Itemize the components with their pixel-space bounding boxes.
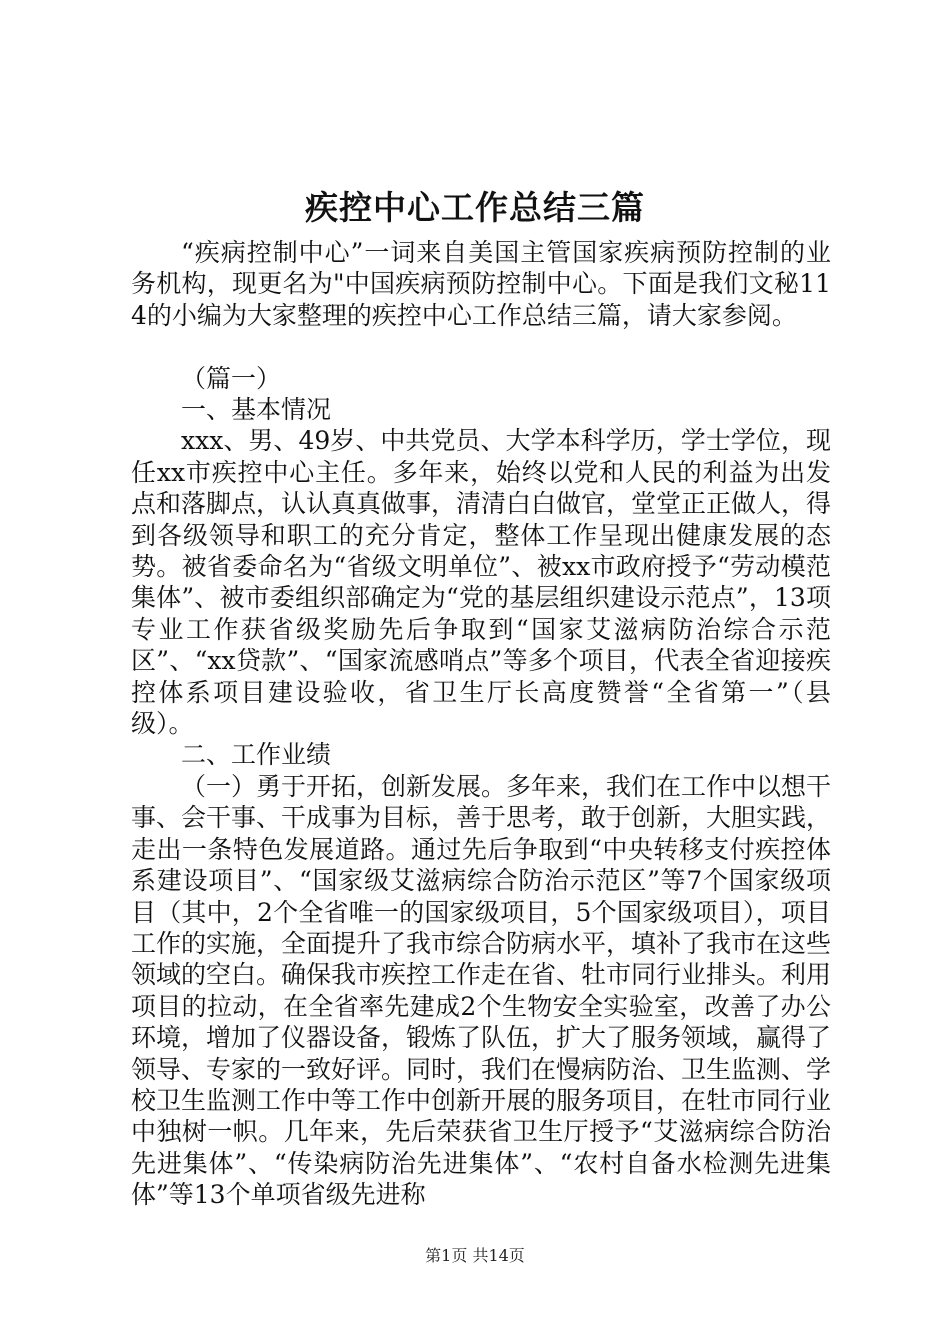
blank-line [131, 331, 831, 362]
basic-info-paragraph: xxx、男、49岁、中共党员、大学本科学历，学士学位，现任xx市疾控中心主任。多年来，始终以党和人民的利益为出发点和落脚点，认认真真做事，清清白白做官，堂堂正正做人，得到各级领导和职工的充分肯定，整体工作呈现出健康发展的态势。被省委命名为“省级文明单位”、被xx市政府授予“劳动模范集体”、被市委组织部确定为“党的基层组织建设示范点”，13项专业工作获省级奖励先后争取到“国家艾滋病防治综合示范区”、“xx贷款”、“国家流感哨点”等多个项目，代表全省迎接疾控体系项目建设验收，省卫生厅长高度赞誉“全省第一”（县级）。 [131, 426, 832, 739]
document-title: 疾控中心工作总结三篇 [305, 188, 645, 227]
document-body [131, 237, 831, 1211]
section-label-part-one: （篇一） [181, 363, 282, 393]
heading-work-achievements: 二、工作业绩 [181, 740, 332, 770]
achievements-paragraph: （一）勇于开拓，创新发展。多年来，我们在工作中以想干事、会干事、干成事为目标，善于思考，敢于创新，大胆实践，走出一条特色发展道路。通过先后争取到“中央转移支付疾控体系建设项目”、“国家级艾滋病综合防治示范区”等7个国家级项目（其中，2个全省唯一的国家级项目，5个国家级项目），项目工作的实施，全面提升了我市综合防病水平，填补了我市在这些领域的空白。确保我市疾控工作走在省、牡市同行业排头。利用项目的拉动，在全省率先建成2个生物安全实验室，改善了办公环境，增加了仪器设备，锻炼了队伍，扩大了服务领域，赢得了领导、专家的一致好评。同时，我们在慢病防治、卫生监测、学校卫生监测工作中等工作中创新开展的服务项目，在牡市同行业中独树一帜。几年来，先后荣获省卫生厅授予“艾滋病综合防治先进集体”、“传染病防治先进集体”、“农村自备水检测先进集体”等13个单项省级先进称 [131, 771, 832, 1210]
intro-paragraph: “疾病控制中心”一词来自美国主管国家疾病预防控制的业务机构，现更名为"中国疾病预防控制中心。下面是我们文秘114的小编为大家整理的疾控中心工作总结三篇，请大家参阅。 [131, 238, 831, 330]
heading-basic-info: 一、基本情况 [181, 395, 332, 425]
page-footer: 第1页 共14页 [425, 1246, 525, 1265]
